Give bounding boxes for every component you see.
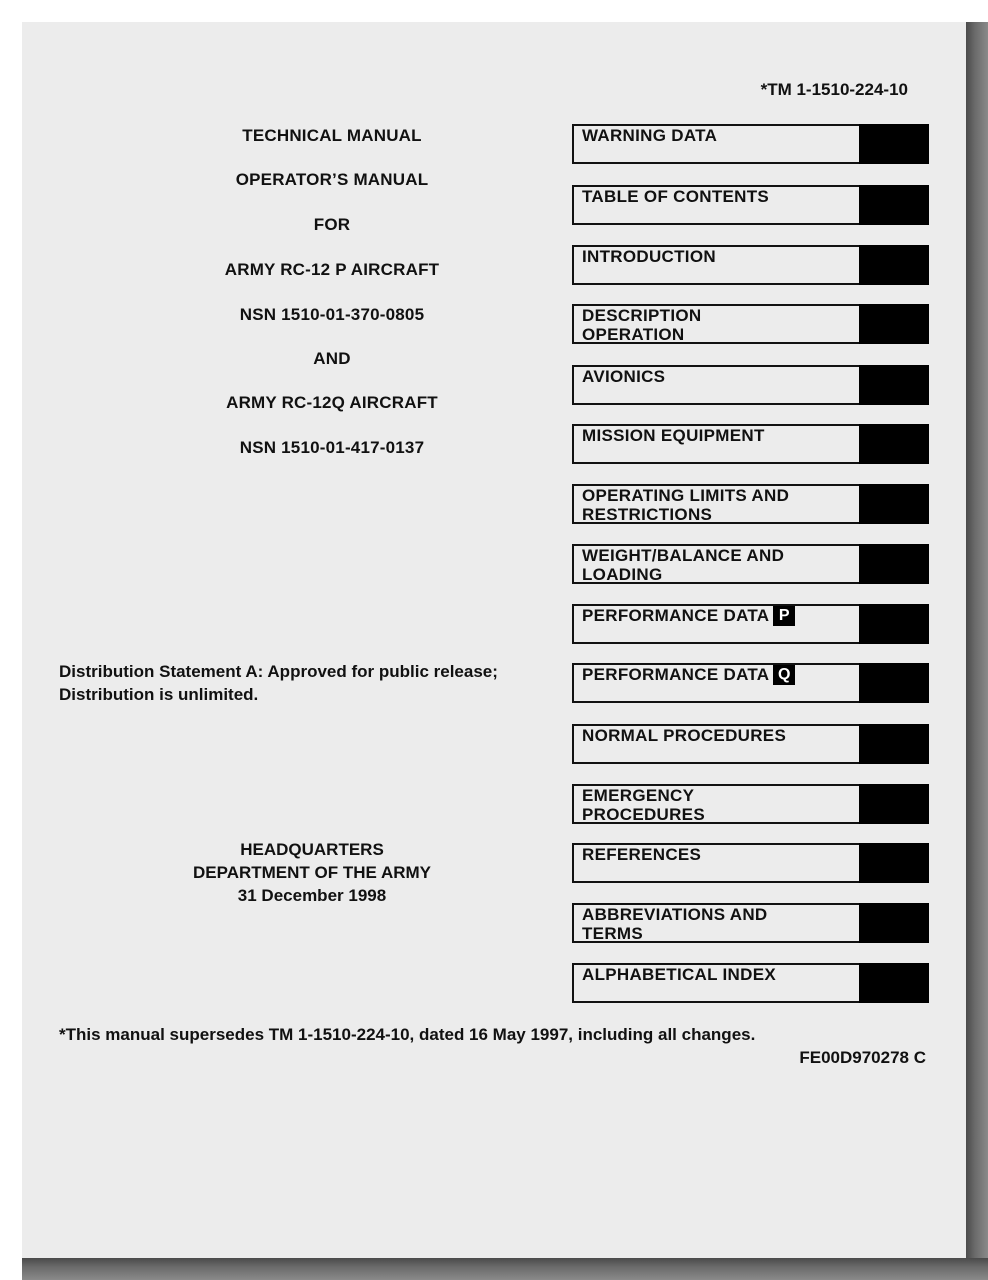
tab-label bbox=[582, 606, 852, 626]
tab-label: ABBREVIATIONS AND TERMS bbox=[582, 905, 768, 943]
headquarters-block bbox=[152, 838, 472, 907]
tab-label: AVIONICS bbox=[582, 367, 666, 386]
tab-introduction[interactable] bbox=[572, 245, 929, 285]
distribution-line: Distribution Statement A: Approved for public release; bbox=[59, 662, 498, 681]
page-shadow-bottom bbox=[22, 1258, 988, 1280]
tab-label: NORMAL PROCEDURES bbox=[582, 726, 787, 745]
tab-label-text: PERFORMANCE DATA bbox=[582, 665, 770, 684]
title-line: AND bbox=[313, 349, 351, 368]
title-line: NSN 1510-01-370-0805 bbox=[239, 305, 425, 324]
tab-marker bbox=[859, 784, 929, 824]
title-line: ARMY RC-12Q AIRCRAFT bbox=[226, 393, 438, 412]
tab-marker bbox=[859, 544, 929, 584]
title-block bbox=[177, 22, 487, 482]
tab-performance-data-q[interactable] bbox=[572, 663, 929, 703]
title-line: ARMY RC-12 P AIRCRAFT bbox=[224, 260, 440, 279]
tab-label: DESCRIPTION OPERATION bbox=[582, 306, 702, 344]
tab-label: WARNING DATA bbox=[582, 126, 718, 145]
tab-mission-equipment[interactable] bbox=[572, 424, 929, 464]
tab-table-of-contents[interactable] bbox=[572, 185, 929, 225]
tab-label-text: PERFORMANCE DATA bbox=[582, 606, 770, 625]
supersedes-notice: *This manual supersedes TM 1-1510-224-10, dated 16 May 1997, including all changes. bbox=[59, 1025, 756, 1044]
tab-label: REFERENCES bbox=[582, 845, 702, 864]
tab-label: MISSION EQUIPMENT bbox=[582, 426, 765, 445]
title-line: NSN 1510-01-417-0137 bbox=[239, 438, 425, 457]
tab-operating-limits[interactable] bbox=[572, 484, 929, 524]
title-line: TECHNICAL MANUAL bbox=[242, 126, 422, 145]
tab-description-operation[interactable] bbox=[572, 304, 929, 344]
tab-marker bbox=[859, 424, 929, 464]
document-code: FE00D970278 C bbox=[799, 1048, 926, 1067]
tab-marker bbox=[859, 663, 929, 703]
tab-label: TABLE OF CONTENTS bbox=[582, 187, 770, 206]
tab-normal-procedures[interactable] bbox=[572, 724, 929, 764]
tab-marker bbox=[859, 245, 929, 285]
tab-marker bbox=[859, 365, 929, 405]
tab-marker bbox=[859, 304, 929, 344]
tab-label: INTRODUCTION bbox=[582, 247, 716, 266]
title-line: OPERATOR’S MANUAL bbox=[235, 170, 429, 189]
document-page bbox=[22, 22, 966, 1258]
tab-marker bbox=[859, 124, 929, 164]
tab-label: WEIGHT/BALANCE AND LOADING bbox=[582, 546, 785, 584]
tab-references[interactable] bbox=[572, 843, 929, 883]
tab-marker bbox=[859, 963, 929, 1003]
variant-badge-q: Q bbox=[773, 665, 795, 685]
tab-label: EMERGENCY PROCEDURES bbox=[582, 786, 705, 824]
tab-marker bbox=[859, 724, 929, 764]
headquarters-line: HEADQUARTERS bbox=[240, 840, 384, 859]
tab-emergency-procedures[interactable] bbox=[572, 784, 929, 824]
tm-number: *TM 1-1510-224-10 bbox=[760, 80, 908, 99]
tab-marker bbox=[859, 484, 929, 524]
department-line: DEPARTMENT OF THE ARMY bbox=[193, 863, 431, 882]
tab-performance-data-p[interactable] bbox=[572, 604, 929, 644]
tab-alphabetical-index[interactable] bbox=[572, 963, 929, 1003]
tab-label: ALPHABETICAL INDEX bbox=[582, 965, 776, 984]
tab-warning-data[interactable] bbox=[572, 124, 929, 164]
title-line: FOR bbox=[313, 215, 351, 234]
tab-marker bbox=[859, 185, 929, 225]
variant-badge-p: P bbox=[773, 606, 795, 626]
tab-abbreviations-terms[interactable] bbox=[572, 903, 929, 943]
publication-date: 31 December 1998 bbox=[237, 886, 387, 905]
tab-label: OPERATING LIMITS AND RESTRICTIONS bbox=[582, 486, 790, 524]
tab-avionics[interactable] bbox=[572, 365, 929, 405]
distribution-statement bbox=[59, 660, 579, 706]
tab-marker bbox=[859, 903, 929, 943]
tab-marker bbox=[859, 843, 929, 883]
tab-weight-balance[interactable] bbox=[572, 544, 929, 584]
tab-marker bbox=[859, 604, 929, 644]
page-shadow-right bbox=[966, 22, 988, 1280]
distribution-line: Distribution is unlimited. bbox=[59, 685, 259, 704]
tab-label bbox=[582, 665, 852, 685]
